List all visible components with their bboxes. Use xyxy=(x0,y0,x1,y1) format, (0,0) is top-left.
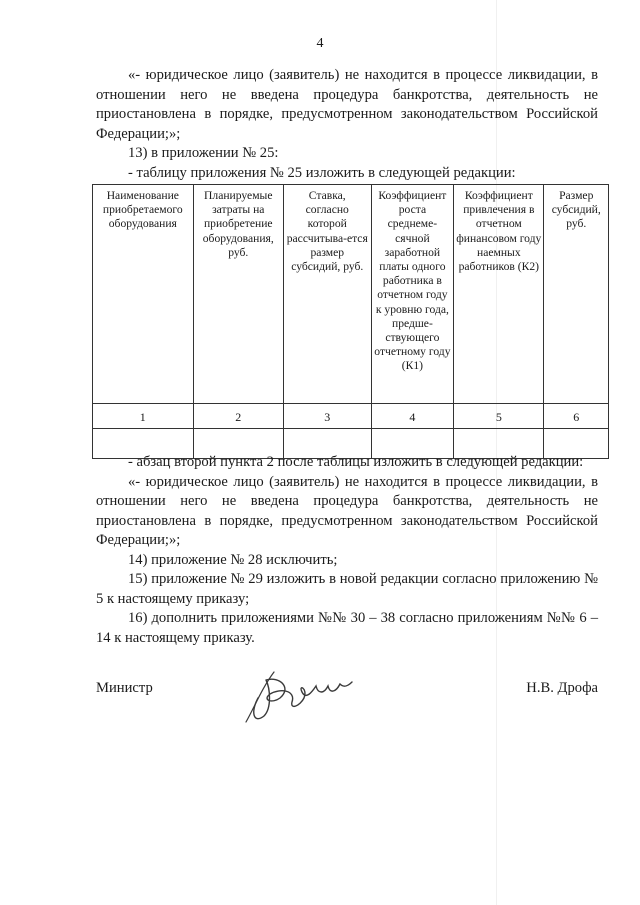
signatory-name: Н.В. Дрофа xyxy=(526,680,598,696)
paragraph-liquidation-clause-2: «- юридическое лицо (заявитель) не находится в процессе ликвидации, в отношении него не введена процедура банкротства, деятельность не приостановлена в порядке, предусмотренном законодательством Российской Федерации;»; xyxy=(96,473,598,548)
table-cell: 2 xyxy=(193,404,283,429)
paragraph-item-13: 13) в приложении № 25: xyxy=(128,145,279,161)
table-header-row xyxy=(93,185,609,404)
paragraph-item-14: 14) приложение № 28 исключить; xyxy=(128,551,338,568)
paragraph-liquidation-clause: «- юридическое лицо (заявитель) не находится в процессе ликвидации, в отношении него не введена процедура банкротства, деятельность не приостановлена в порядке, предусмотренном законодательством Российской Федерации;»; xyxy=(96,67,598,142)
table-cell: 4 xyxy=(371,404,454,429)
paragraph-second-abzac: - абзац второй пункта 2 после таблицы изложить в следующей редакции: xyxy=(128,454,584,470)
signatory-title: Министр xyxy=(96,680,153,696)
header-rate: Ставка, согласно которой рассчитыва-ется размер субсидий, руб. xyxy=(283,185,371,404)
subsidy-table-container xyxy=(92,184,609,459)
paragraph-item-16: 16) дополнить приложениями №№ 30 – 38 согласно приложениям №№ 6 – 14 к настоящему приказу. xyxy=(96,610,598,646)
table-cell: 3 xyxy=(283,404,371,429)
header-equipment-name: Наименование приобретаемого оборудования xyxy=(93,185,194,404)
subsidy-table xyxy=(92,184,609,459)
header-planned-costs: Планируемые затраты на приобретение оборудования, руб. xyxy=(193,185,283,404)
table-number-row xyxy=(93,404,609,429)
lower-text-block xyxy=(96,453,598,648)
upper-text-block xyxy=(96,66,598,183)
table-cell: 1 xyxy=(93,404,194,429)
table-cell: 5 xyxy=(454,404,544,429)
table-cell: 6 xyxy=(544,404,609,429)
handwritten-signature-icon xyxy=(240,658,360,728)
header-subsidy-amount: Размер субсидий, руб. xyxy=(544,185,609,404)
paragraph-table-intro: - таблицу приложения № 25 изложить в следующей редакции: xyxy=(128,164,516,181)
page-number: 4 xyxy=(316,36,324,51)
paragraph-item-15: 15) приложение № 29 изложить в новой редакции согласно приложению № 5 к настоящему приказу; xyxy=(96,571,598,607)
header-coefficient-k1: Коэффициент роста среднеме-сячной заработной платы одного работника в отчетном году к уровню года, предше-ствующего отчетному году (К1) xyxy=(371,185,454,404)
header-coefficient-k2: Коэффициент привлечения в отчетном финансовом году наемных работников (К2) xyxy=(454,185,544,404)
